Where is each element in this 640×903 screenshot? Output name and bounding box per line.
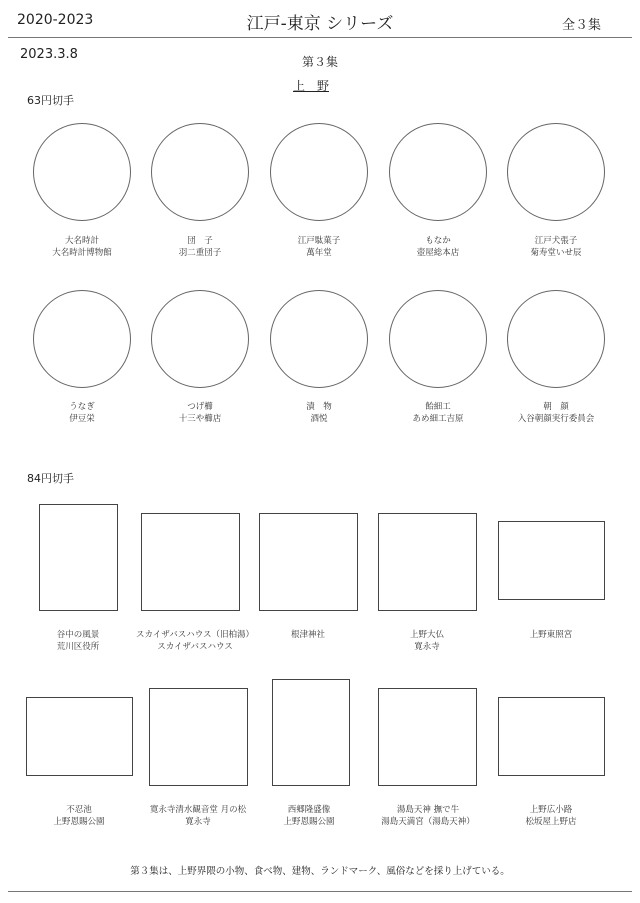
stamp-84-caption-4: 上野大仏 寛永寺 [409, 630, 444, 652]
stamp-63-caption-7: つげ櫛 十三や櫛店 [178, 402, 222, 424]
stamp-84-caption-2: スカイザバスハウス（旧柏湯） スカイザバスハウス [136, 630, 254, 652]
volume-count: 全３集 [562, 18, 602, 33]
section-63-label: 63円切手 [27, 94, 74, 107]
series-title: 江戸-東京 シリーズ [246, 14, 394, 34]
issue-date: 2023.3.8 [20, 47, 78, 62]
stamp-63-4 [389, 123, 487, 221]
stamp-84-caption-10: 上野広小路 松坂屋上野店 [525, 805, 577, 827]
stamp-84-3 [259, 513, 358, 611]
stamp-84-caption-6: 不忍池 上野恩賜公園 [53, 805, 105, 827]
stamp-84-caption-3: 根津神社 [290, 630, 325, 640]
stamp-63-10 [507, 290, 605, 388]
stamp-84-9 [378, 688, 477, 786]
stamp-84-5 [498, 521, 605, 600]
stamp-63-2 [151, 123, 249, 221]
stamp-84-caption-8: 西郷隆盛像 上野恩賜公園 [283, 805, 335, 827]
stamp-63-7 [151, 290, 249, 388]
stamp-84-8 [272, 679, 350, 786]
stamp-63-caption-10: 朝 顔 入谷朝顔実行委員会 [517, 402, 595, 424]
stamp-84-caption-7: 寛永寺清水観音堂 月の松 寛永寺 [149, 805, 247, 827]
stamp-84-caption-9: 湯島天神 撫で牛 湯島天満宮（湯島天神） [381, 805, 475, 827]
stamp-63-6 [33, 290, 131, 388]
stamp-63-5 [507, 123, 605, 221]
stamp-84-4 [378, 513, 477, 611]
stamp-63-1 [33, 123, 131, 221]
stamp-63-caption-1: 大名時計 大名時計博物館 [52, 236, 112, 258]
stamp-63-3 [270, 123, 368, 221]
stamp-84-1 [39, 504, 118, 611]
footer-note: 第３集は、上野界隈の小物、食べ物、建物、ランドマーク、風俗などを採り上げている。 [130, 866, 510, 877]
stamp-63-caption-9: 飴細工 あめ細工吉原 [412, 402, 464, 424]
stamp-63-caption-4: もなか 壺屋総本店 [416, 236, 460, 258]
stamp-84-2 [141, 513, 240, 611]
volume-label: 第３集 [301, 55, 338, 69]
stamp-84-caption-5: 上野東照宮 [529, 630, 573, 640]
section-84-label: 84円切手 [27, 472, 74, 485]
header-years: 2020-2023 [17, 12, 94, 28]
stamp-63-caption-3: 江戸駄菓子 萬年堂 [297, 236, 341, 258]
stamp-63-caption-2: 団 子 羽二重団子 [178, 236, 222, 258]
issue-subtitle: 上 野 [293, 79, 330, 93]
header-rule [8, 37, 632, 38]
stamp-84-caption-1: 谷中の風景 荒川区役所 [56, 630, 100, 652]
stamp-84-7 [149, 688, 248, 786]
stamp-63-8 [270, 290, 368, 388]
stamp-84-10 [498, 697, 605, 776]
stamp-63-caption-6: うなぎ 伊豆栄 [69, 402, 95, 424]
stamp-63-caption-8: 漬 物 酒悦 [306, 402, 332, 424]
stamp-84-6 [26, 697, 133, 776]
stamp-63-9 [389, 290, 487, 388]
stamp-63-caption-5: 江戸犬張子 菊寿堂いせ辰 [530, 236, 582, 258]
footer-rule [8, 891, 632, 892]
